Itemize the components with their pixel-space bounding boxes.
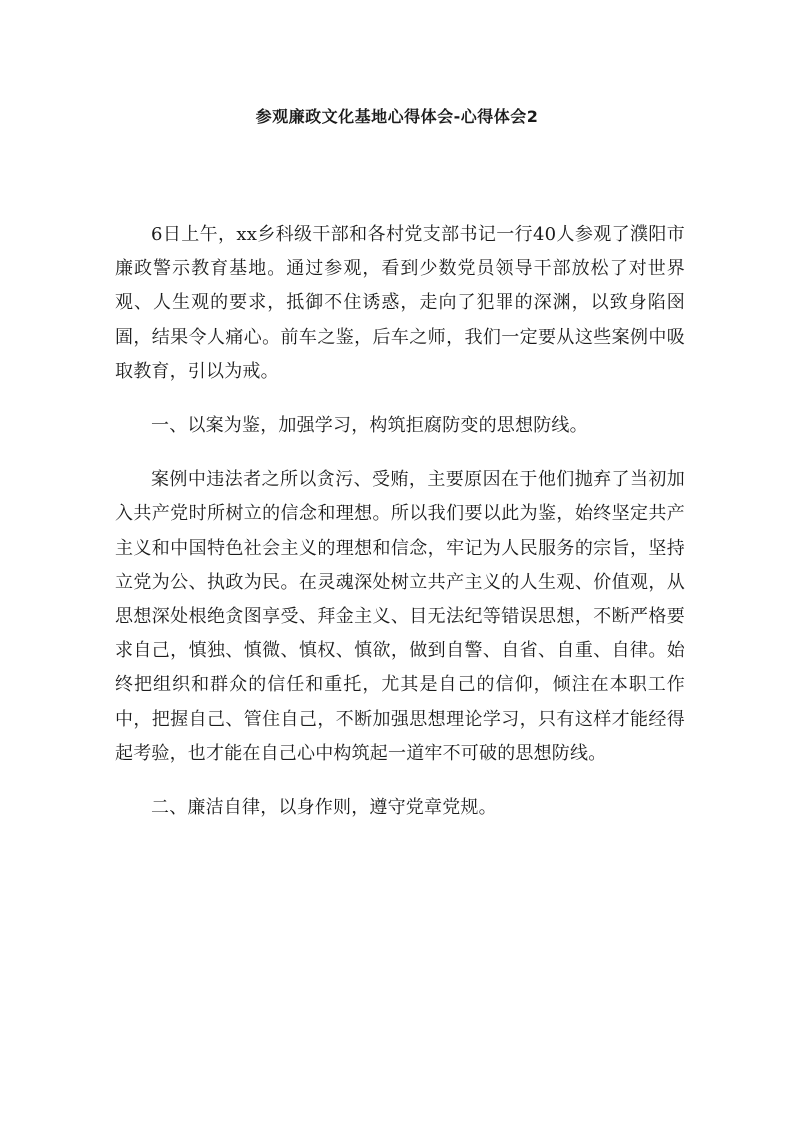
document-body <box>115 218 685 825</box>
section-heading-2: 二、廉洁自律，以身作则，遵守党章党规。 <box>151 797 497 819</box>
document-title: 参观廉政文化基地心得体会-心得体会2 <box>255 107 539 126</box>
paragraph-section-1: 案例中违法者之所以贪污、受贿，主要原因在于他们抛弃了当初加入共产党时所树立的信念和理想。所以我们要以此为鉴，始终坚定共产主义和中国特色社会主义的理想和信念，牢记为人民服务的宗旨，坚持立党为公、执政为民。在灵魂深处树立共产主义的人生观、价值观，从思想深处根绝贪图享受、拜金主义、目无法纪等错误思想，不断严格要求自己，慎独、慎微、慎权、慎欲，做到自警、自省、自重、自律。始终把组织和群众的信任和重托，尤其是自己的信仰，倾注在本职工作中，把握自己、管住自己，不断加强思想理论学习，只有这样才能经得起考验，也才能在自己心中构筑起一道牢不可破的思想防线。 <box>115 469 685 764</box>
paragraph-intro: 6日上午，xx乡科级干部和各村党支部书记一行40人参观了濮阳市廉政警示教育基地。通过参观，看到少数党员领导干部放松了对世界观、人生观的要求，抵御不住诱惑，走向了犯罪的深渊，以致身陷囹圄，结果令人痛心。前车之鉴，后车之师，我们一定要从这些案例中吸取教育，引以为戒。 <box>115 224 685 382</box>
section-heading-1: 一、以案为鉴，加强学习，构筑拒腐防变的思想防线。 <box>151 415 588 437</box>
